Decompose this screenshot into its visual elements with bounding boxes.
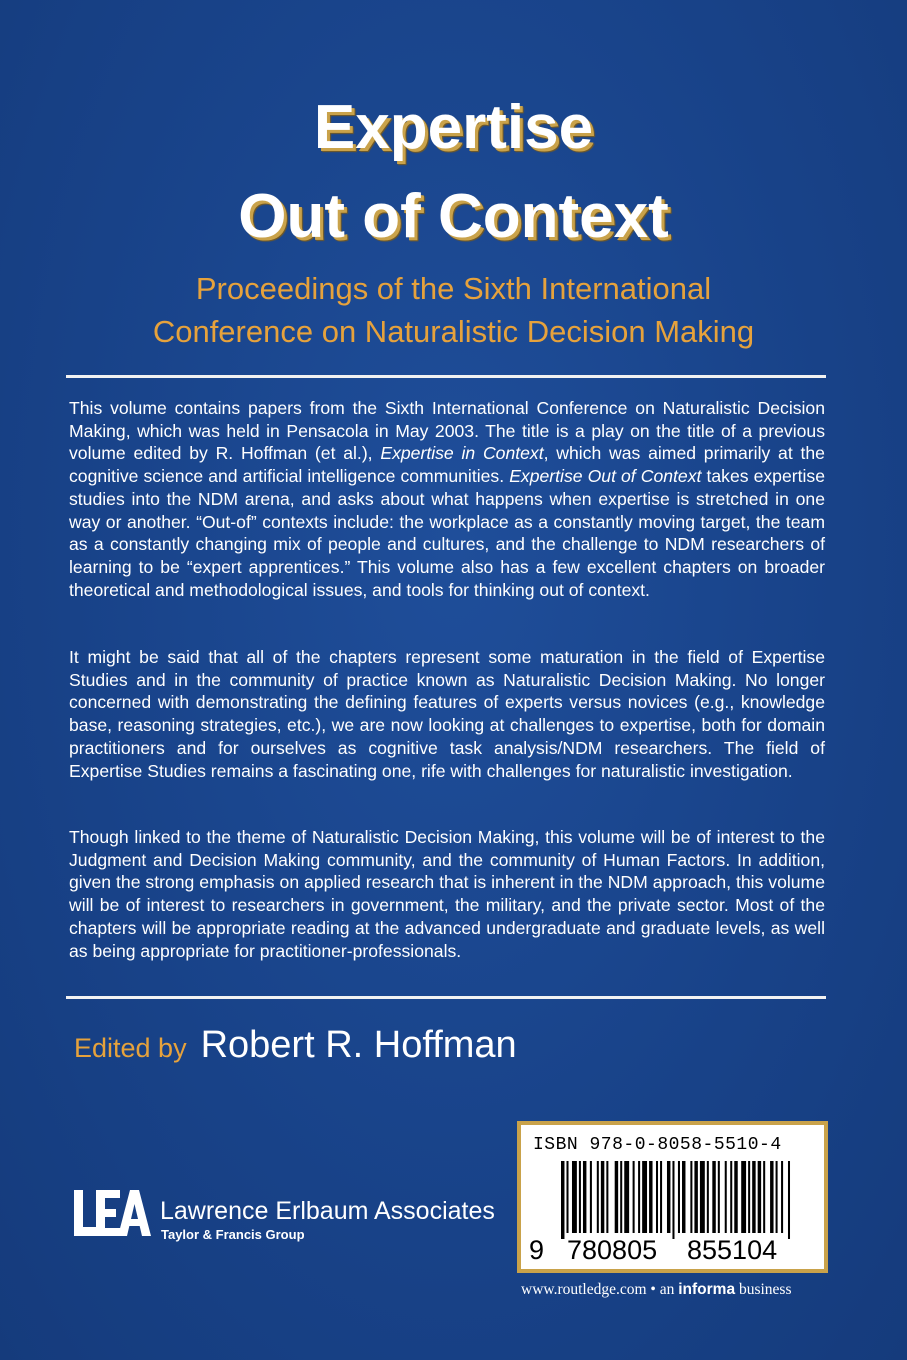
barcode-bar — [741, 1161, 746, 1233]
barcode-bar — [566, 1161, 568, 1233]
paragraph-1-run: , which was aimed primarily at the cognitive science and artificial intelligence communities. — [69, 443, 825, 487]
barcode-bar — [682, 1161, 685, 1233]
publisher-name: Lawrence Erlbaum Associates — [160, 1197, 495, 1225]
barcode-bar — [678, 1161, 680, 1233]
barcode-bar — [615, 1161, 618, 1233]
barcode-bar — [633, 1161, 635, 1233]
barcode-bar — [638, 1161, 640, 1233]
barcode-bars-icon — [561, 1161, 791, 1239]
barcode-bar — [667, 1161, 670, 1233]
editor-credit — [74, 1024, 517, 1067]
description-paragraph-3 — [69, 826, 825, 962]
barcode-bar — [770, 1161, 773, 1233]
barcode-digits-left: 780805 — [567, 1235, 658, 1265]
isbn-barcode — [517, 1121, 828, 1273]
italic-book-title: Expertise in Context — [380, 443, 544, 464]
barcode-bar — [748, 1161, 750, 1233]
bottom-divider — [66, 996, 826, 999]
barcode-bar — [672, 1161, 674, 1239]
book-title-line-2: Out of Context — [238, 182, 669, 251]
editor-name: Robert R. Hoffman — [200, 1024, 517, 1066]
footer-suffix: business — [735, 1281, 792, 1298]
barcode-bar — [590, 1161, 592, 1233]
barcode-bar — [694, 1161, 697, 1233]
barcode-bar — [734, 1161, 737, 1233]
footer-separator: • an — [646, 1281, 679, 1298]
barcode-bar — [649, 1161, 652, 1233]
barcode-bar — [690, 1161, 692, 1233]
barcode-bar — [758, 1161, 761, 1233]
barcode-bar — [561, 1161, 564, 1239]
barcode-bar — [597, 1161, 599, 1233]
barcode-digit-lead: 9 — [529, 1235, 545, 1265]
barcode-bar — [700, 1161, 705, 1233]
description-paragraph-1 — [69, 397, 825, 601]
barcode-bar — [752, 1161, 755, 1233]
paragraph-3-text: Though linked to the theme of Naturalistic Decision Making, this volume will be of interest to the Judgment and Decision Making community, and the community of Human Factors. In addition, given the strong emphasis on applied research that is inherent in the NDM approach, this volume will be of interest to researchers in government, the military, and the private sector. Most of the chapters will be appropriate reading at the advanced undergraduate and graduate levels, as well as being appropriate for practitioner-professionals. — [69, 827, 825, 961]
paragraph-1-text — [69, 397, 825, 601]
publisher-url: www.routledge.com — [521, 1281, 647, 1298]
description-paragraph-2 — [69, 646, 825, 782]
lea-logo-icon — [72, 1188, 152, 1238]
barcode-bar — [781, 1161, 783, 1233]
barcode-digits-right: 855104 — [687, 1235, 778, 1265]
edited-by-label: Edited by — [74, 1033, 187, 1063]
subtitle-line-2: Conference on Naturalistic Decision Making — [152, 314, 755, 349]
barcode-bar — [606, 1161, 608, 1233]
barcode-bar — [601, 1161, 604, 1233]
barcode-bar — [788, 1161, 790, 1239]
paragraph-1-run: This volume contains papers from the Sixth International Conference on Naturalistic Decision Making, which was held in Pensacola in May 2003. The title is a play on the title of a previous volume edited by R. Hoffman (et al.), — [69, 398, 825, 464]
barcode-bar — [718, 1161, 720, 1233]
subtitle-line-1: Proceedings of the Sixth International — [195, 271, 712, 306]
barcode-bar — [660, 1161, 662, 1233]
barcode-bar — [572, 1161, 577, 1233]
paragraph-2-text: It might be said that all of the chapters represent some maturation in the field of Expertise Studies and in the community of practice known as Naturalistic Decision Making. No longer concerned with demonstrating the defining features of experts versus novices (e.g., knowledge base, reasoning strategies, etc.), we are now looking at challenges to expertise, both for domain practitioners and for ourselves as cognitive task analysis/NDM researchers. The field of Expertise Studies remains a fascinating one, rife with challenges for naturalistic investigation. — [69, 647, 825, 781]
barcode-bar — [725, 1161, 727, 1233]
isbn-number: ISBN 978-0-8058-5510-4 — [533, 1135, 782, 1155]
top-divider — [66, 375, 826, 378]
barcode-bar — [763, 1161, 765, 1233]
barcode-bar — [583, 1161, 586, 1233]
paragraph-1-run: takes expertise studies into the NDM arena, and asks about what happens when expertise is stretched in one way or another. “Out-of” contexts include: the workplace as a constantly moving target, the team as a constantly changing mix of people and cultures, and the challenge to NDM researchers of learning to be “expert apprentices.” This volume also has a few excellent chapters on broader theoretical and methodological issues, and tools for thinking out of context. — [69, 466, 825, 600]
barcode-bar — [776, 1161, 778, 1233]
informa-brand: informa — [678, 1281, 736, 1298]
barcode-bar — [624, 1161, 629, 1233]
barcode-bar — [707, 1161, 709, 1233]
italic-book-title: Expertise Out of Context — [509, 466, 702, 487]
book-title-line-1: Expertise — [313, 93, 594, 162]
publisher-group: Taylor & Francis Group — [161, 1227, 305, 1242]
barcode-bar — [712, 1161, 715, 1233]
barcode-bar — [642, 1161, 647, 1233]
barcode-bar — [656, 1161, 658, 1233]
barcode-bar — [620, 1161, 622, 1233]
barcode-bar — [730, 1161, 732, 1233]
publisher-footer — [521, 1281, 792, 1299]
barcode-bar — [579, 1161, 581, 1233]
